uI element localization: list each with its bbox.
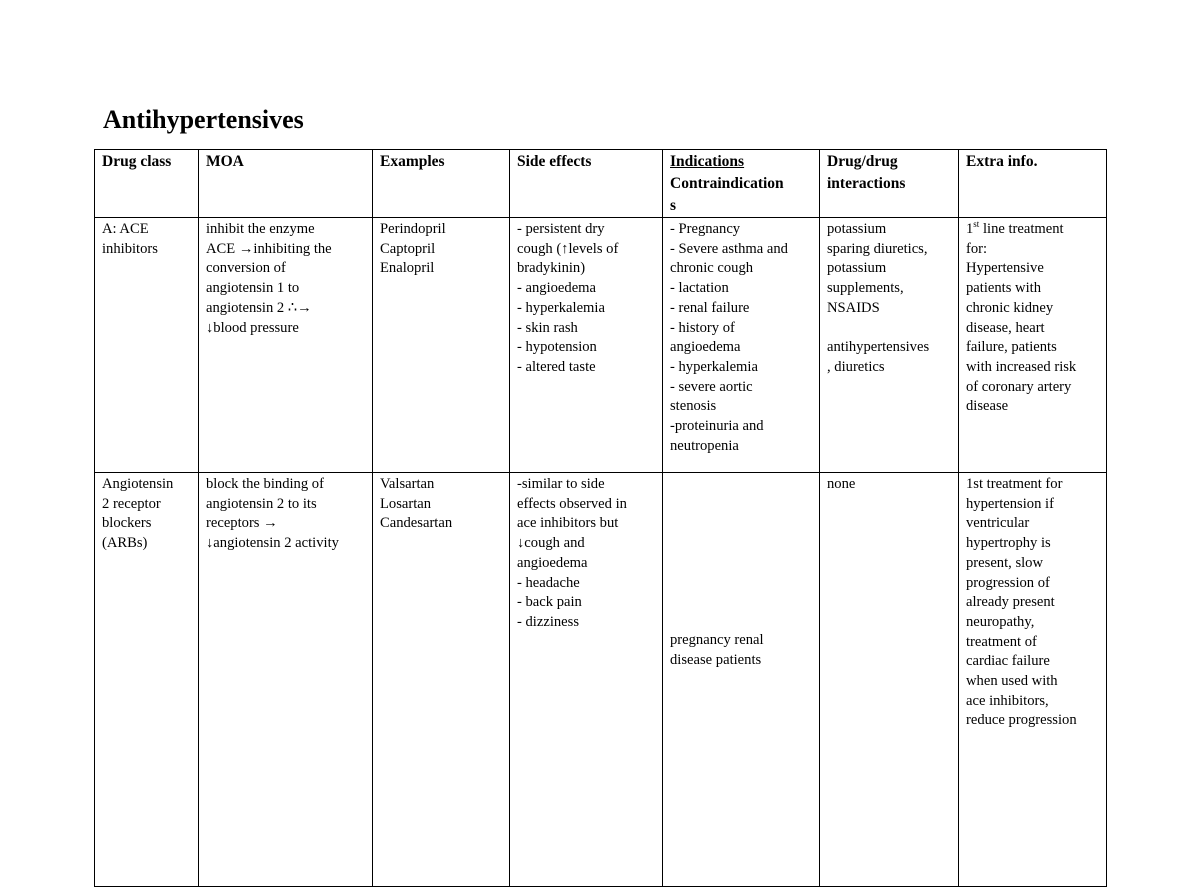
extra-superscript: st [973,219,980,229]
extra-text: line treatment for: Hypertensive patients with chronic kidney disease, heart failure, patients with increased risk of coronary artery disease [966,221,1077,415]
extra-number: 1 [966,221,974,237]
cell-interactions: none [820,473,959,887]
header-examples: Examples [373,150,510,218]
cell-drug-class: A: ACE inhibitors [95,218,199,473]
cell-side-effects: - persistent dry cough (↑levels of bradykinin) - angioedema - hyperkalemia - skin rash - hypotension - altered taste [510,218,663,473]
page-title: Antihypertensives [103,105,304,134]
header-contraindications: Contraindication s [670,175,784,214]
header-indications-contraindications [663,150,820,218]
cell-extra-info: 1st treatment for hypertension if ventricular hypertrophy is present, slow progression of already present neuropathy, treatment of cardiac failure when used with ace inhibitors, reduce progression [959,473,1107,887]
table-row [95,473,1107,887]
cell-interactions: potassium sparing diuretics, potassium supplements, NSAIDS antihypertensives , diuretics [820,218,959,473]
cell-side-effects: -similar to side effects observed in ace inhibitors but ↓cough and angioedema - headache - back pain - dizziness [510,473,663,887]
header-extra-info: Extra info. [959,150,1107,218]
cell-indications: pregnancy renal disease patients [663,473,820,887]
table-header-row [95,150,1107,218]
header-moa: MOA [199,150,373,218]
table-row [95,218,1107,473]
header-interactions: Drug/drug interactions [820,150,959,218]
header-indications: Indications [670,153,745,170]
header-side-effects: Side effects [510,150,663,218]
cell-extra-info [959,218,1107,473]
header-drug-class: Drug class [95,150,199,218]
antihypertensives-table [94,149,1107,887]
cell-moa: inhibit the enzyme ACE →inhibiting the conversion of angiotensin 1 to angiotensin 2 ∴→ ↓blood pressure [199,218,373,473]
cell-examples: Perindopril Captopril Enalopril [373,218,510,473]
cell-drug-class: Angiotensin 2 receptor blockers (ARBs) [95,473,199,887]
cell-examples: Valsartan Losartan Candesartan [373,473,510,887]
cell-indications: - Pregnancy - Severe asthma and chronic cough - lactation - renal failure - history of angioedema - hyperkalemia - severe aortic stenosis -proteinuria and neutropenia [663,218,820,473]
cell-moa: block the binding of angiotensin 2 to its receptors → ↓angiotensin 2 activity [199,473,373,887]
